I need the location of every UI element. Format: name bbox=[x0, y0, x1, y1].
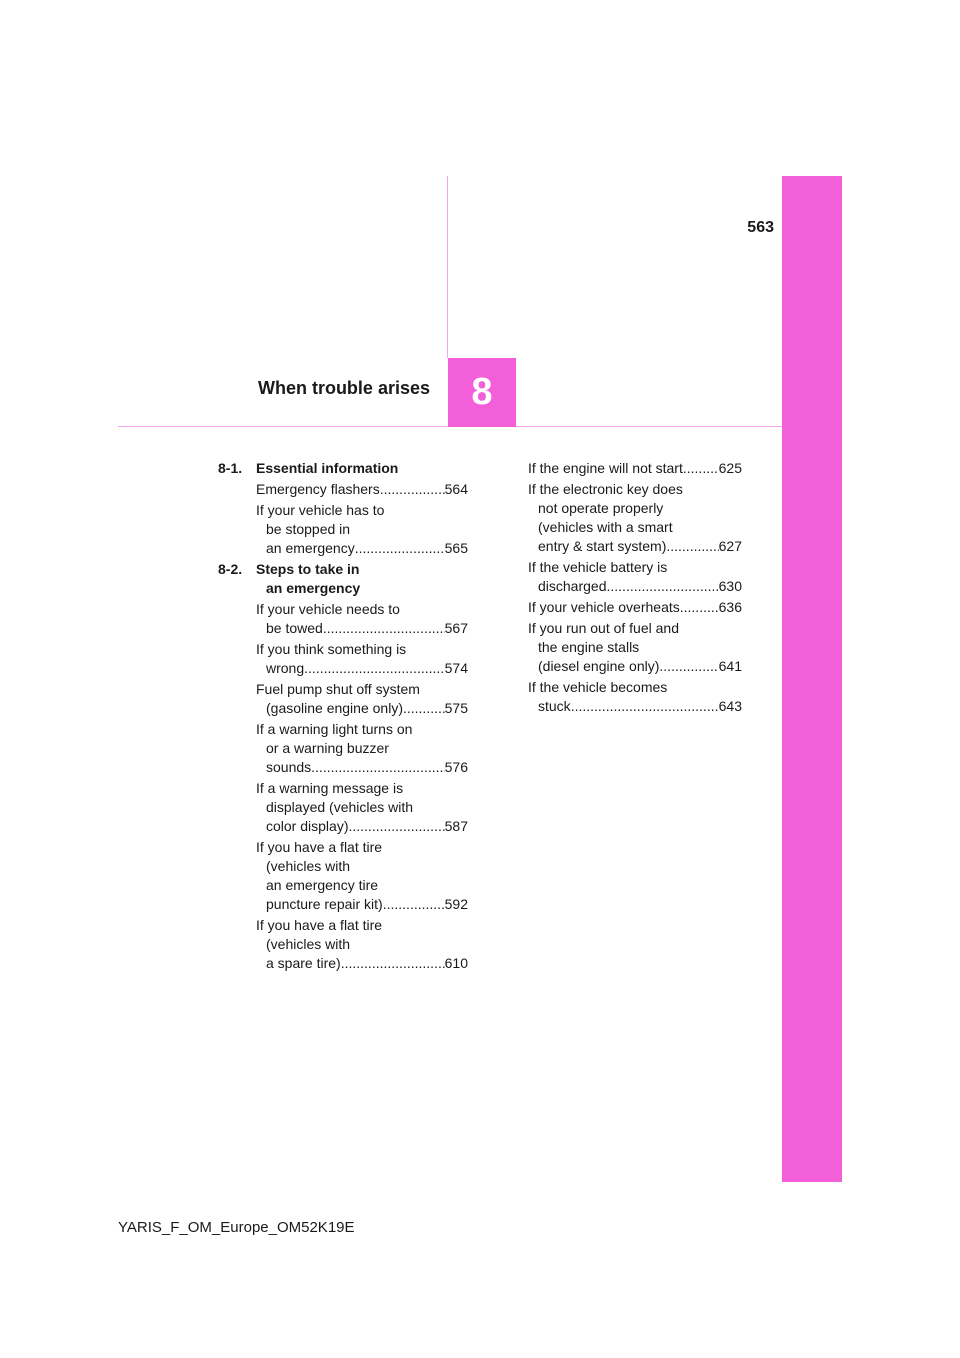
toc-entry-last-line bbox=[528, 697, 742, 716]
toc-entry-last-line bbox=[256, 539, 468, 558]
chapter-number-box: 8 bbox=[448, 358, 516, 427]
section-number: 8-2. bbox=[218, 561, 243, 577]
toc-right-column bbox=[528, 459, 742, 716]
toc-entry-last-line bbox=[256, 817, 468, 836]
toc-entry-last-line bbox=[256, 699, 468, 718]
toc-entry-last-line bbox=[528, 459, 742, 478]
toc-entry[interactable] bbox=[218, 779, 468, 836]
toc-entry-line: If your vehicle has to bbox=[256, 502, 385, 518]
toc-entry-line: If you have a flat tire bbox=[256, 839, 383, 855]
dot-leader bbox=[348, 817, 444, 836]
toc-entry-last-line bbox=[528, 657, 742, 676]
toc-entry-text: stuck bbox=[538, 698, 571, 714]
toc-entry[interactable] bbox=[218, 916, 468, 973]
toc-page-number: 574 bbox=[444, 660, 468, 676]
toc-page-number: 641 bbox=[718, 658, 742, 674]
toc-page-number: 592 bbox=[444, 896, 468, 912]
toc-entry-line: (vehicles with bbox=[266, 936, 351, 952]
toc-page-number: 564 bbox=[444, 481, 468, 497]
toc-page-number: 630 bbox=[718, 578, 742, 594]
toc-entry-text: (gasoline engine only) bbox=[266, 700, 403, 716]
section-heading[interactable] bbox=[218, 459, 468, 478]
toc-entry[interactable] bbox=[528, 558, 742, 596]
dot-leader bbox=[680, 598, 719, 617]
section-title bbox=[256, 459, 398, 478]
toc-entry-text: Emergency flashers bbox=[256, 481, 380, 497]
toc-entry-last-line bbox=[528, 598, 742, 617]
toc-page-number: 610 bbox=[444, 955, 468, 971]
document-code-footer: YARIS_F_OM_Europe_OM52K19E bbox=[118, 1219, 355, 1236]
toc-entry-line: If your vehicle needs to bbox=[256, 601, 400, 617]
toc-entry-last-line bbox=[528, 537, 742, 556]
dot-leader bbox=[304, 659, 445, 678]
dot-leader bbox=[323, 619, 445, 638]
toc-entry-last-line bbox=[256, 954, 468, 973]
toc-entry[interactable] bbox=[218, 501, 468, 558]
dot-leader bbox=[666, 537, 718, 556]
toc-entry-line: (vehicles with a smart bbox=[538, 519, 673, 535]
toc-entry-line: or a warning buzzer bbox=[266, 740, 389, 756]
toc-entry[interactable] bbox=[528, 459, 742, 478]
toc-entry-last-line bbox=[256, 480, 468, 499]
toc-page-number: 565 bbox=[444, 540, 468, 556]
toc-entry-text: discharged bbox=[538, 578, 607, 594]
dot-leader bbox=[571, 697, 719, 716]
toc-page-number: 587 bbox=[444, 818, 468, 834]
dot-leader bbox=[607, 577, 719, 596]
toc-entry-line: If the vehicle battery is bbox=[528, 559, 668, 575]
toc-entry[interactable] bbox=[528, 480, 742, 556]
toc-entry-line: If you think something is bbox=[256, 641, 407, 657]
toc-entry-line: not operate properly bbox=[538, 500, 664, 516]
toc-entry-line: the engine stalls bbox=[538, 639, 640, 655]
toc-page-number: 636 bbox=[718, 599, 742, 615]
vertical-divider bbox=[447, 176, 448, 358]
toc-entry-line: If the electronic key does bbox=[528, 481, 683, 497]
toc-entry[interactable] bbox=[218, 720, 468, 777]
toc-entry[interactable] bbox=[218, 838, 468, 914]
toc-entry-text: sounds bbox=[266, 759, 312, 775]
toc-entry-text: a spare tire) bbox=[266, 955, 341, 971]
toc-entry[interactable] bbox=[528, 678, 742, 716]
toc-entry-text: (diesel engine only) bbox=[538, 658, 660, 674]
section-title-line: an emergency bbox=[266, 580, 361, 596]
dot-leader bbox=[383, 895, 445, 914]
toc-entry-line: If you run out of fuel and bbox=[528, 620, 679, 636]
toc-page-number: 567 bbox=[444, 620, 468, 636]
chapter-title: When trouble arises bbox=[257, 378, 430, 398]
dot-leader bbox=[341, 954, 445, 973]
dot-leader bbox=[403, 699, 445, 718]
toc-entry-line: an emergency tire bbox=[266, 877, 379, 893]
dot-leader bbox=[380, 480, 445, 499]
chapter-thumb-tab bbox=[782, 176, 842, 1182]
toc-entry[interactable] bbox=[528, 619, 742, 676]
toc-entry-text: entry & start system) bbox=[538, 538, 667, 554]
toc-entry-line: If the vehicle becomes bbox=[528, 679, 668, 695]
toc-entry[interactable] bbox=[528, 598, 742, 617]
toc-entry-line: If a warning light turns on bbox=[256, 721, 413, 737]
page-number: 563 bbox=[747, 219, 774, 236]
toc-entry-text: color display) bbox=[266, 818, 349, 834]
dot-leader bbox=[659, 657, 718, 676]
toc-entry-line: If a warning message is bbox=[256, 780, 404, 796]
toc-entry[interactable] bbox=[218, 680, 468, 718]
dot-leader bbox=[355, 539, 445, 558]
toc-entry[interactable] bbox=[218, 480, 468, 499]
section-heading[interactable] bbox=[218, 560, 468, 598]
toc-entry-last-line bbox=[256, 619, 468, 638]
toc-entry-line: be stopped in bbox=[266, 521, 351, 537]
toc-entry[interactable] bbox=[218, 640, 468, 678]
toc-entry-last-line bbox=[256, 659, 468, 678]
dot-leader bbox=[311, 758, 444, 777]
toc-entry-last-line bbox=[256, 758, 468, 777]
toc-entry-text: If your vehicle overheats bbox=[528, 599, 680, 615]
toc-entry-text: an emergency bbox=[266, 540, 355, 556]
dot-leader bbox=[683, 459, 719, 478]
toc-entry-line: If you have a flat tire bbox=[256, 917, 383, 933]
toc-page-number: 576 bbox=[444, 759, 468, 775]
toc-entry-last-line bbox=[256, 895, 468, 914]
toc-page-number: 627 bbox=[718, 538, 742, 554]
toc-entry-text: be towed bbox=[266, 620, 323, 636]
toc-entry[interactable] bbox=[218, 600, 468, 638]
toc-page-number: 625 bbox=[718, 460, 742, 476]
toc-entry-line: displayed (vehicles with bbox=[266, 799, 414, 815]
toc-entry-text: puncture repair kit) bbox=[266, 896, 383, 912]
section-number: 8-1. bbox=[218, 460, 243, 476]
toc-entry-line: (vehicles with bbox=[266, 858, 351, 874]
toc-page-number: 643 bbox=[718, 698, 742, 714]
toc-entry-last-line bbox=[528, 577, 742, 596]
section-title-line: Steps to take in bbox=[256, 561, 360, 577]
toc-page-number: 575 bbox=[444, 700, 468, 716]
toc-entry-line: Fuel pump shut off system bbox=[256, 681, 420, 697]
toc-entry-text: wrong bbox=[266, 660, 305, 676]
section-title bbox=[256, 560, 360, 598]
toc-left-column bbox=[218, 459, 468, 973]
section-title-line: Essential information bbox=[256, 460, 399, 476]
toc-entry-text: If the engine will not start bbox=[528, 460, 683, 476]
